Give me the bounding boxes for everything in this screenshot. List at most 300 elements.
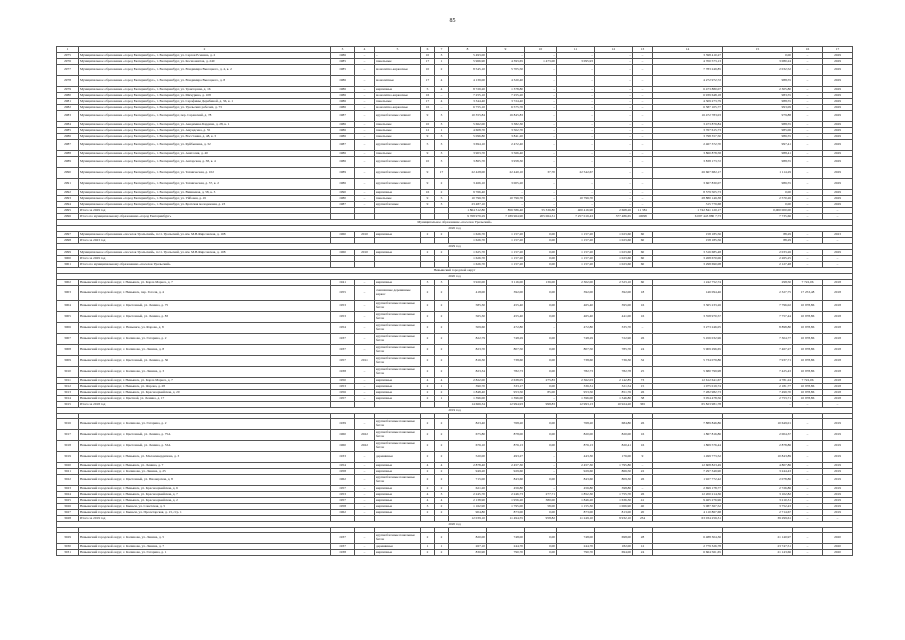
table-cell: 16 (633, 441, 653, 452)
table-cell: 3021 (57, 469, 79, 475)
table-cell: 7 722,06 (793, 378, 823, 384)
table-cell: 418,00 (449, 286, 487, 301)
table-cell: крупноблочные панельные бетон (375, 312, 421, 323)
table-cell: 4 (435, 76, 449, 87)
address-cell: Муниципальное образование «город Екатеринбург», г. Екатеринбург, ул. Братская молодежная, д. 23 (79, 202, 331, 208)
table-cell: 782,73 (557, 367, 595, 378)
table-cell: 16 (421, 190, 435, 196)
table-cell: 4 (435, 498, 449, 504)
table-cell: 2029 (823, 111, 853, 122)
table-cell: 0,00 (723, 202, 793, 208)
table-cell: 1 378,80 (487, 87, 525, 93)
table-cell: 0,00 (723, 53, 793, 59)
table-cell: – (793, 140, 823, 151)
table-cell: 790,70 (487, 550, 525, 556)
table-cell: 25 (633, 367, 653, 378)
address-cell: Невьянский городской округ, с. Невьянск, ул. Фарова, д. 8 (79, 323, 331, 334)
table-cell: – (793, 232, 823, 238)
table-cell: 3 (435, 280, 449, 286)
table-cell: 3029 (57, 533, 79, 544)
address-cell: Муниципальное образование «город Екатеринбург», г. Екатеринбург, ул. Владимира Высоцкого, д. 4, к. 2 (79, 65, 331, 76)
table-cell: 2020 (823, 544, 853, 550)
table-cell: 2018 (823, 396, 853, 402)
table-cell: 2029 (823, 190, 853, 196)
table-cell: 768,20 (557, 419, 595, 430)
table-cell: 3 (435, 134, 449, 140)
table-cell: – (633, 151, 653, 157)
column-number-cell: 6 (421, 47, 435, 53)
table-cell: монолитные (375, 76, 421, 87)
table-cell: 2023 (823, 232, 853, 238)
table-cell: 1937 (331, 544, 355, 550)
table-cell: 16 (633, 312, 653, 323)
table-cell: 3 (435, 492, 449, 498)
table-cell: 1 626,70 (449, 262, 487, 268)
table-cell: 3007 (57, 334, 79, 345)
table-cell: – (557, 99, 595, 105)
table-cell: 2 (435, 65, 449, 76)
table-cell: – (595, 105, 633, 111)
table-cell: 6 473 880,07 (653, 87, 723, 93)
table-cell: 1 626,70 (449, 232, 487, 238)
table-cell: – (525, 53, 557, 59)
table-cell: – (633, 140, 653, 151)
table-cell: 11 249,10 (557, 516, 595, 522)
table-cell: – (355, 323, 375, 334)
table-cell: 2019 (823, 469, 853, 475)
table-cell: 2989 (57, 157, 79, 168)
table-cell: – (355, 65, 375, 76)
table-cell: 3 920,00 (449, 280, 487, 286)
table-cell: 2 (435, 533, 449, 544)
table-cell: 333,17 (487, 384, 525, 390)
table-cell: 2 (435, 323, 449, 334)
table-cell: 988,55 (723, 157, 793, 168)
table-cell: 2029 (823, 105, 853, 111)
table-cell: – (595, 76, 633, 87)
table-cell: 1958 (331, 469, 355, 475)
table-cell: 988,41 (723, 151, 793, 157)
table-cell: 10 978,86 (793, 356, 823, 367)
table-cell: 3 344,40 (449, 99, 487, 105)
table-cell: 3 752,43 (723, 504, 793, 510)
table-cell: – (595, 53, 633, 59)
table-cell: 6 575,70 (487, 105, 525, 111)
section-heading: 2020 год (57, 274, 853, 280)
table-cell: 0,000 000,00 (723, 208, 793, 214)
table-cell: – (793, 419, 823, 430)
table-cell: 7 757,44 (723, 312, 793, 323)
table-cell: 18 (633, 286, 653, 301)
table-cell: 0,00 (525, 384, 557, 390)
table-cell: 3 102,82 (723, 492, 793, 498)
table-cell: 998,83 (525, 402, 557, 408)
table-cell: 2018 (823, 301, 853, 312)
address-cell: Невьянский городской округ, с. Цветочный, ул. Пионерская, д. 8 (79, 475, 331, 486)
address-cell: Невьянский городской округ, г. Невьянск, ул. Маломенердипова, д. 3 (79, 452, 331, 463)
table-cell: 1 157,20 (487, 238, 525, 244)
table-cell: 1 473,00 (525, 59, 557, 65)
address-cell: Невьянский городской округ, с. Быньги, ул. Пролетарская, д. 13, стр. 1 (79, 510, 331, 516)
table-cell: крупноблочные силикат (375, 168, 421, 179)
table-cell: 1 636,30 (595, 498, 633, 504)
table-cell: 2993 (57, 196, 79, 202)
table-cell: 12 200 214,36 (653, 492, 723, 498)
table-cell: 2018 (823, 367, 853, 378)
table-cell: 16 (421, 93, 435, 99)
table-cell: 0,00 (723, 190, 793, 196)
table-cell: 2 181,77 (723, 384, 793, 390)
table-cell: 1960 (331, 441, 355, 452)
table-cell: 0,00 (525, 510, 557, 516)
table-cell: кирпичные (375, 469, 421, 475)
table-cell: 2020 (823, 533, 853, 544)
table-cell: – (633, 128, 653, 134)
table-cell: 988,55 (723, 99, 793, 105)
table-row (57, 452, 853, 463)
table-cell: 0,00 (525, 238, 557, 244)
table-cell: – (487, 53, 525, 59)
table-cell: – (355, 390, 375, 396)
table-cell: 1 075 019,74 (653, 384, 723, 390)
table-cell: – (595, 99, 633, 105)
table-cell: – (557, 53, 595, 59)
table-cell: – (793, 550, 823, 556)
table-cell: – (595, 93, 633, 99)
table-cell: 1 157,20 (487, 232, 525, 238)
table-cell: крупноблочные панельные бетон (375, 356, 421, 367)
table-row (57, 430, 853, 441)
table-cell: 2984 (57, 122, 79, 128)
table-cell: 1 023,60 (595, 250, 633, 256)
table-cell: 182,00 (595, 544, 633, 550)
table-cell: 6 488 304,36 (653, 533, 723, 544)
table-cell: 2019 (823, 419, 853, 430)
table-cell: 2 (435, 469, 449, 475)
table-cell: 0,00 (525, 544, 557, 550)
table-cell: 6 664 561,65 (653, 550, 723, 556)
table-cell: – (595, 157, 633, 168)
table-cell: 5 705,50 (487, 65, 525, 76)
table-cell: – (355, 396, 375, 402)
table-cell: 1 023,60 (595, 232, 633, 238)
table-row (57, 286, 853, 301)
table-cell: 1987 (331, 111, 355, 122)
table-cell: 7 255,10 (449, 93, 487, 99)
table-cell: – (793, 111, 823, 122)
table-cell: 6 587 105,77 (653, 105, 723, 111)
table-cell: 3030 (57, 544, 79, 550)
table-cell: – (355, 550, 375, 556)
table-cell: 2029 (823, 179, 853, 190)
table-cell: 1986 (331, 99, 355, 105)
table-cell: 8 545,10 (449, 65, 487, 76)
table-cell: 823,34 (449, 367, 487, 378)
table-cell: – (793, 238, 823, 244)
table-cell: 267,10 (449, 544, 487, 550)
table-cell: 5 456 032,96 (653, 334, 723, 345)
table-cell: – (793, 256, 823, 262)
housing-register-table (56, 46, 853, 556)
table-cell: 4 (435, 99, 449, 105)
table-cell: – (793, 516, 823, 522)
table-cell: 4 (421, 498, 435, 504)
table-cell: 2 004,37 (723, 430, 793, 441)
table-cell: 2 753,71 (723, 396, 793, 402)
column-number-cell: 16 (793, 47, 823, 53)
table-cell: – (525, 140, 557, 151)
table-cell: – (793, 441, 823, 452)
table-cell: деревянные (375, 452, 421, 463)
table-cell: 988,55 (723, 76, 793, 87)
table-cell: 4 320,40 (487, 76, 525, 87)
table-cell: 2018 (823, 280, 853, 286)
table-cell: 1986 (331, 151, 355, 157)
table-cell: 3 268 670,06 (653, 256, 723, 262)
table-cell: – (355, 533, 375, 544)
table-cell: 2029 (823, 168, 853, 179)
table-cell: 2 (421, 384, 435, 390)
address-cell: Невьянский городской округ, г. Невьянск, ул. Красноармейская, д. 2 (79, 498, 331, 504)
table-cell: 768,20 (487, 419, 525, 430)
address-cell: Итого за 2029 год (79, 208, 331, 214)
table-cell: 1 864 312,80 (449, 208, 487, 214)
table-cell: 3015 (57, 402, 79, 408)
table-cell: 1950 (331, 378, 355, 384)
column-number-cell: 5 (375, 47, 421, 53)
table-cell: 17 (421, 59, 435, 65)
table-cell: 7 937,71 (723, 356, 793, 367)
table-cell: 3 (421, 504, 435, 510)
table-cell: 2 726,86 (723, 486, 793, 492)
table-row (57, 323, 853, 334)
table-cell: – (793, 87, 823, 93)
table-cell: 9 (421, 134, 435, 140)
table-cell: крупноблочные панельные бетон (375, 323, 421, 334)
table-cell: – (595, 111, 633, 122)
table-cell: 1954 (331, 323, 355, 334)
table-cell: 335,70 (595, 323, 633, 334)
table-cell: – (633, 111, 653, 122)
address-cell: Невьянский городской округ, с. Быньги, ул. Советская, д. 5 (79, 504, 331, 510)
table-row (57, 179, 853, 190)
table-cell: 1986 (331, 179, 355, 190)
table-cell: 1955 (331, 286, 355, 301)
table-cell: 1 846,20 (557, 498, 595, 504)
table-cell: 3 798 357,50 (653, 134, 723, 140)
table-cell: – (793, 99, 823, 105)
table-cell: 997,41 (723, 140, 793, 151)
table-cell: 621,20 (449, 486, 487, 492)
table-cell: 9 (421, 202, 435, 208)
address-cell: Невьянский городской округ, г. Невьянск, ул. Ленина, д. 7 (79, 463, 331, 469)
table-cell: – (723, 402, 793, 408)
table-cell: 7 425,43 (723, 367, 793, 378)
table-cell: 2 (435, 286, 449, 301)
table-cell: 2011 (355, 356, 375, 367)
table-cell: 953,50 (487, 390, 525, 396)
table-cell: 9 (421, 168, 435, 179)
table-cell: 2 (435, 301, 449, 312)
table-cell: 782,73 (487, 367, 525, 378)
table-cell: 2 472,40 (487, 140, 525, 151)
table-cell: – (793, 452, 823, 463)
table-cell: 205 064,31 (525, 214, 557, 220)
table-cell: 7 499,70 (723, 390, 793, 396)
table-cell: 8 579 505,73 (653, 190, 723, 196)
table-cell: 3 (435, 151, 449, 157)
table-cell: 1 (435, 544, 449, 550)
table-cell: – (633, 190, 653, 196)
table-cell: деревянные (375, 544, 421, 550)
table-cell: – (355, 59, 375, 65)
table-cell: 2 (435, 475, 449, 486)
table-cell: 2976 (57, 59, 79, 65)
table-cell: 2 (421, 510, 435, 516)
table-cell: 3 358 970,57 (653, 312, 723, 323)
table-cell: 26 667 682,17 (653, 168, 723, 179)
table-cell: 22 542,67 (557, 168, 595, 179)
table-cell: 993,09 (723, 105, 793, 111)
table-row (57, 356, 853, 367)
table-cell: 2983 (57, 111, 79, 122)
table-cell: 2029 (823, 122, 853, 128)
address-cell: Итого по муниципальному образованию «поселок Уральский» (79, 262, 331, 268)
table-cell: 3 316 685,48 (653, 250, 723, 256)
table-cell: 2029 (823, 128, 853, 134)
table-cell: 3003 (57, 286, 79, 301)
table-cell: 1953 (331, 492, 355, 498)
address-cell: Невьянский городской округ, с. Цветочный, ул. Ленина, д. 56 (79, 356, 331, 367)
table-cell: 9 (421, 179, 435, 190)
table-cell: 392,00 (557, 286, 595, 301)
address-cell: Муниципальное образование «город Екатеринбург», г. Екатеринбург, ул. Восстания, д. 48, к. 3 (79, 134, 331, 140)
table-cell: 65 823 981,78 (653, 402, 723, 408)
address-cell: Невьянский городской округ, г. Невьянск, ул. Красноармейская, д. 20 (79, 390, 331, 396)
table-cell: 5 662,00 (449, 122, 487, 128)
column-number-cell: 2 (79, 47, 331, 53)
column-number-cell: 14 (653, 47, 723, 53)
table-cell: 1938 (331, 550, 355, 556)
table-cell: 2 (435, 312, 449, 323)
table-cell: 315 779,68 (653, 202, 723, 208)
table-cell: 3025 (57, 498, 79, 504)
table-cell: 5 (421, 87, 435, 93)
table-cell: 1 (435, 384, 449, 390)
table-cell: 2029 (823, 157, 853, 168)
table-cell: 876,13 (487, 441, 525, 452)
table-cell: 12 (421, 128, 435, 134)
table-cell: 1 626,70 (449, 256, 487, 262)
table-row (57, 76, 853, 87)
table-cell: 456,80 (487, 486, 525, 492)
address-cell: Муниципальное образование «город Екатеринбург», г. Екатеринбург, ул. Ангарская, д. 38, к. 4 (79, 157, 331, 168)
section-heading: Невьянский городской округ (57, 268, 853, 274)
table-cell: 2 457,30 (487, 463, 525, 469)
address-cell: Муниципальное образование «город Екатеринбург», г. Екатеринбург, ул. Владимира Высоцкого, д. 8 (79, 76, 331, 87)
table-cell: 3028 (57, 516, 79, 522)
table-cell: 2990 (57, 168, 79, 179)
table-cell: 1 (421, 544, 435, 550)
table-row (57, 419, 853, 430)
table-cell: – (355, 498, 375, 504)
table-cell: – (355, 378, 375, 384)
table-cell: 3 (435, 53, 449, 59)
table-cell: 28 880 146,38 (653, 196, 723, 202)
table-cell: 1986 (331, 128, 355, 134)
table-cell: 684,80 (595, 419, 633, 430)
table-cell: монолитно-каркасные (375, 93, 421, 99)
table-cell: 0,00 (525, 232, 557, 238)
table-cell: 1953 (331, 384, 355, 390)
table-cell: 2029 (823, 53, 853, 59)
address-cell: Невьянский городской округ, г. Невьянск, пер. Гоголя, д. 4 (79, 286, 331, 301)
table-cell: – (633, 122, 653, 128)
table-cell: – (633, 53, 653, 59)
table-cell: 1986 (331, 93, 355, 99)
table-cell: 493,27 (487, 452, 525, 463)
table-cell: 12 993,13 (557, 402, 595, 408)
table-cell: 2988 (57, 151, 79, 157)
table-cell: 873,00 (487, 510, 525, 516)
address-cell: Невьянский городской округ, г. Невьянск, ул. Красноармейская, д. 7 (79, 492, 331, 498)
table-cell: 2 (435, 550, 449, 556)
table-cell: 929,60 (557, 469, 595, 475)
table-cell: 2 (435, 419, 449, 430)
table-cell: – (633, 87, 653, 93)
table-cell: 1987 (331, 140, 355, 151)
table-cell: – (793, 134, 823, 140)
table-cell: 10 649,01 (723, 419, 793, 430)
table-cell: кирпичные (375, 550, 421, 556)
table-cell: 1 396,00 (449, 396, 487, 402)
table-cell: 2 (421, 334, 435, 345)
table-cell: крупноблочные силикат (375, 157, 421, 168)
table-cell: 2018 (823, 286, 853, 301)
table-cell: – (595, 128, 633, 134)
table-cell: 820,41 (595, 441, 633, 452)
table-cell: 2 (435, 390, 449, 396)
table-cell: – (793, 59, 823, 65)
table-cell: – (355, 190, 375, 196)
table-cell: кирпичные (375, 396, 421, 402)
table-cell: 3 667 830,07 (653, 179, 723, 190)
table-row (57, 111, 853, 122)
table-cell: 3 860 878,58 (653, 151, 723, 157)
table-cell: 1 (435, 128, 449, 134)
table-cell: 2975 (57, 53, 79, 59)
table-cell: – (557, 128, 595, 134)
table-cell: 1954 (331, 463, 355, 469)
table-cell: 3 466,10 (449, 179, 487, 190)
address-cell: Муниципальное образование «город Екатеринбург», г. Екатеринбург, ул. Космонавтов, д. 240 (79, 59, 331, 65)
table-cell: – (633, 65, 653, 76)
table-cell: 4 (435, 87, 449, 93)
table-cell: крупноблочные панельные бетон (375, 345, 421, 356)
table-cell: – (595, 87, 633, 93)
table-cell: – (823, 256, 853, 262)
table-cell: 2 265,25 (723, 256, 793, 262)
table-cell: 986,55 (723, 179, 793, 190)
table-cell: 0,00 (525, 356, 557, 367)
table-cell: – (355, 510, 375, 516)
table-cell: 2 (421, 367, 435, 378)
table-cell: 22 440,10 (487, 168, 525, 179)
table-cell: 2 (421, 286, 435, 301)
table-cell: 1941 (331, 280, 355, 286)
table-cell: 3005 (57, 312, 79, 323)
table-cell: – (793, 214, 823, 220)
